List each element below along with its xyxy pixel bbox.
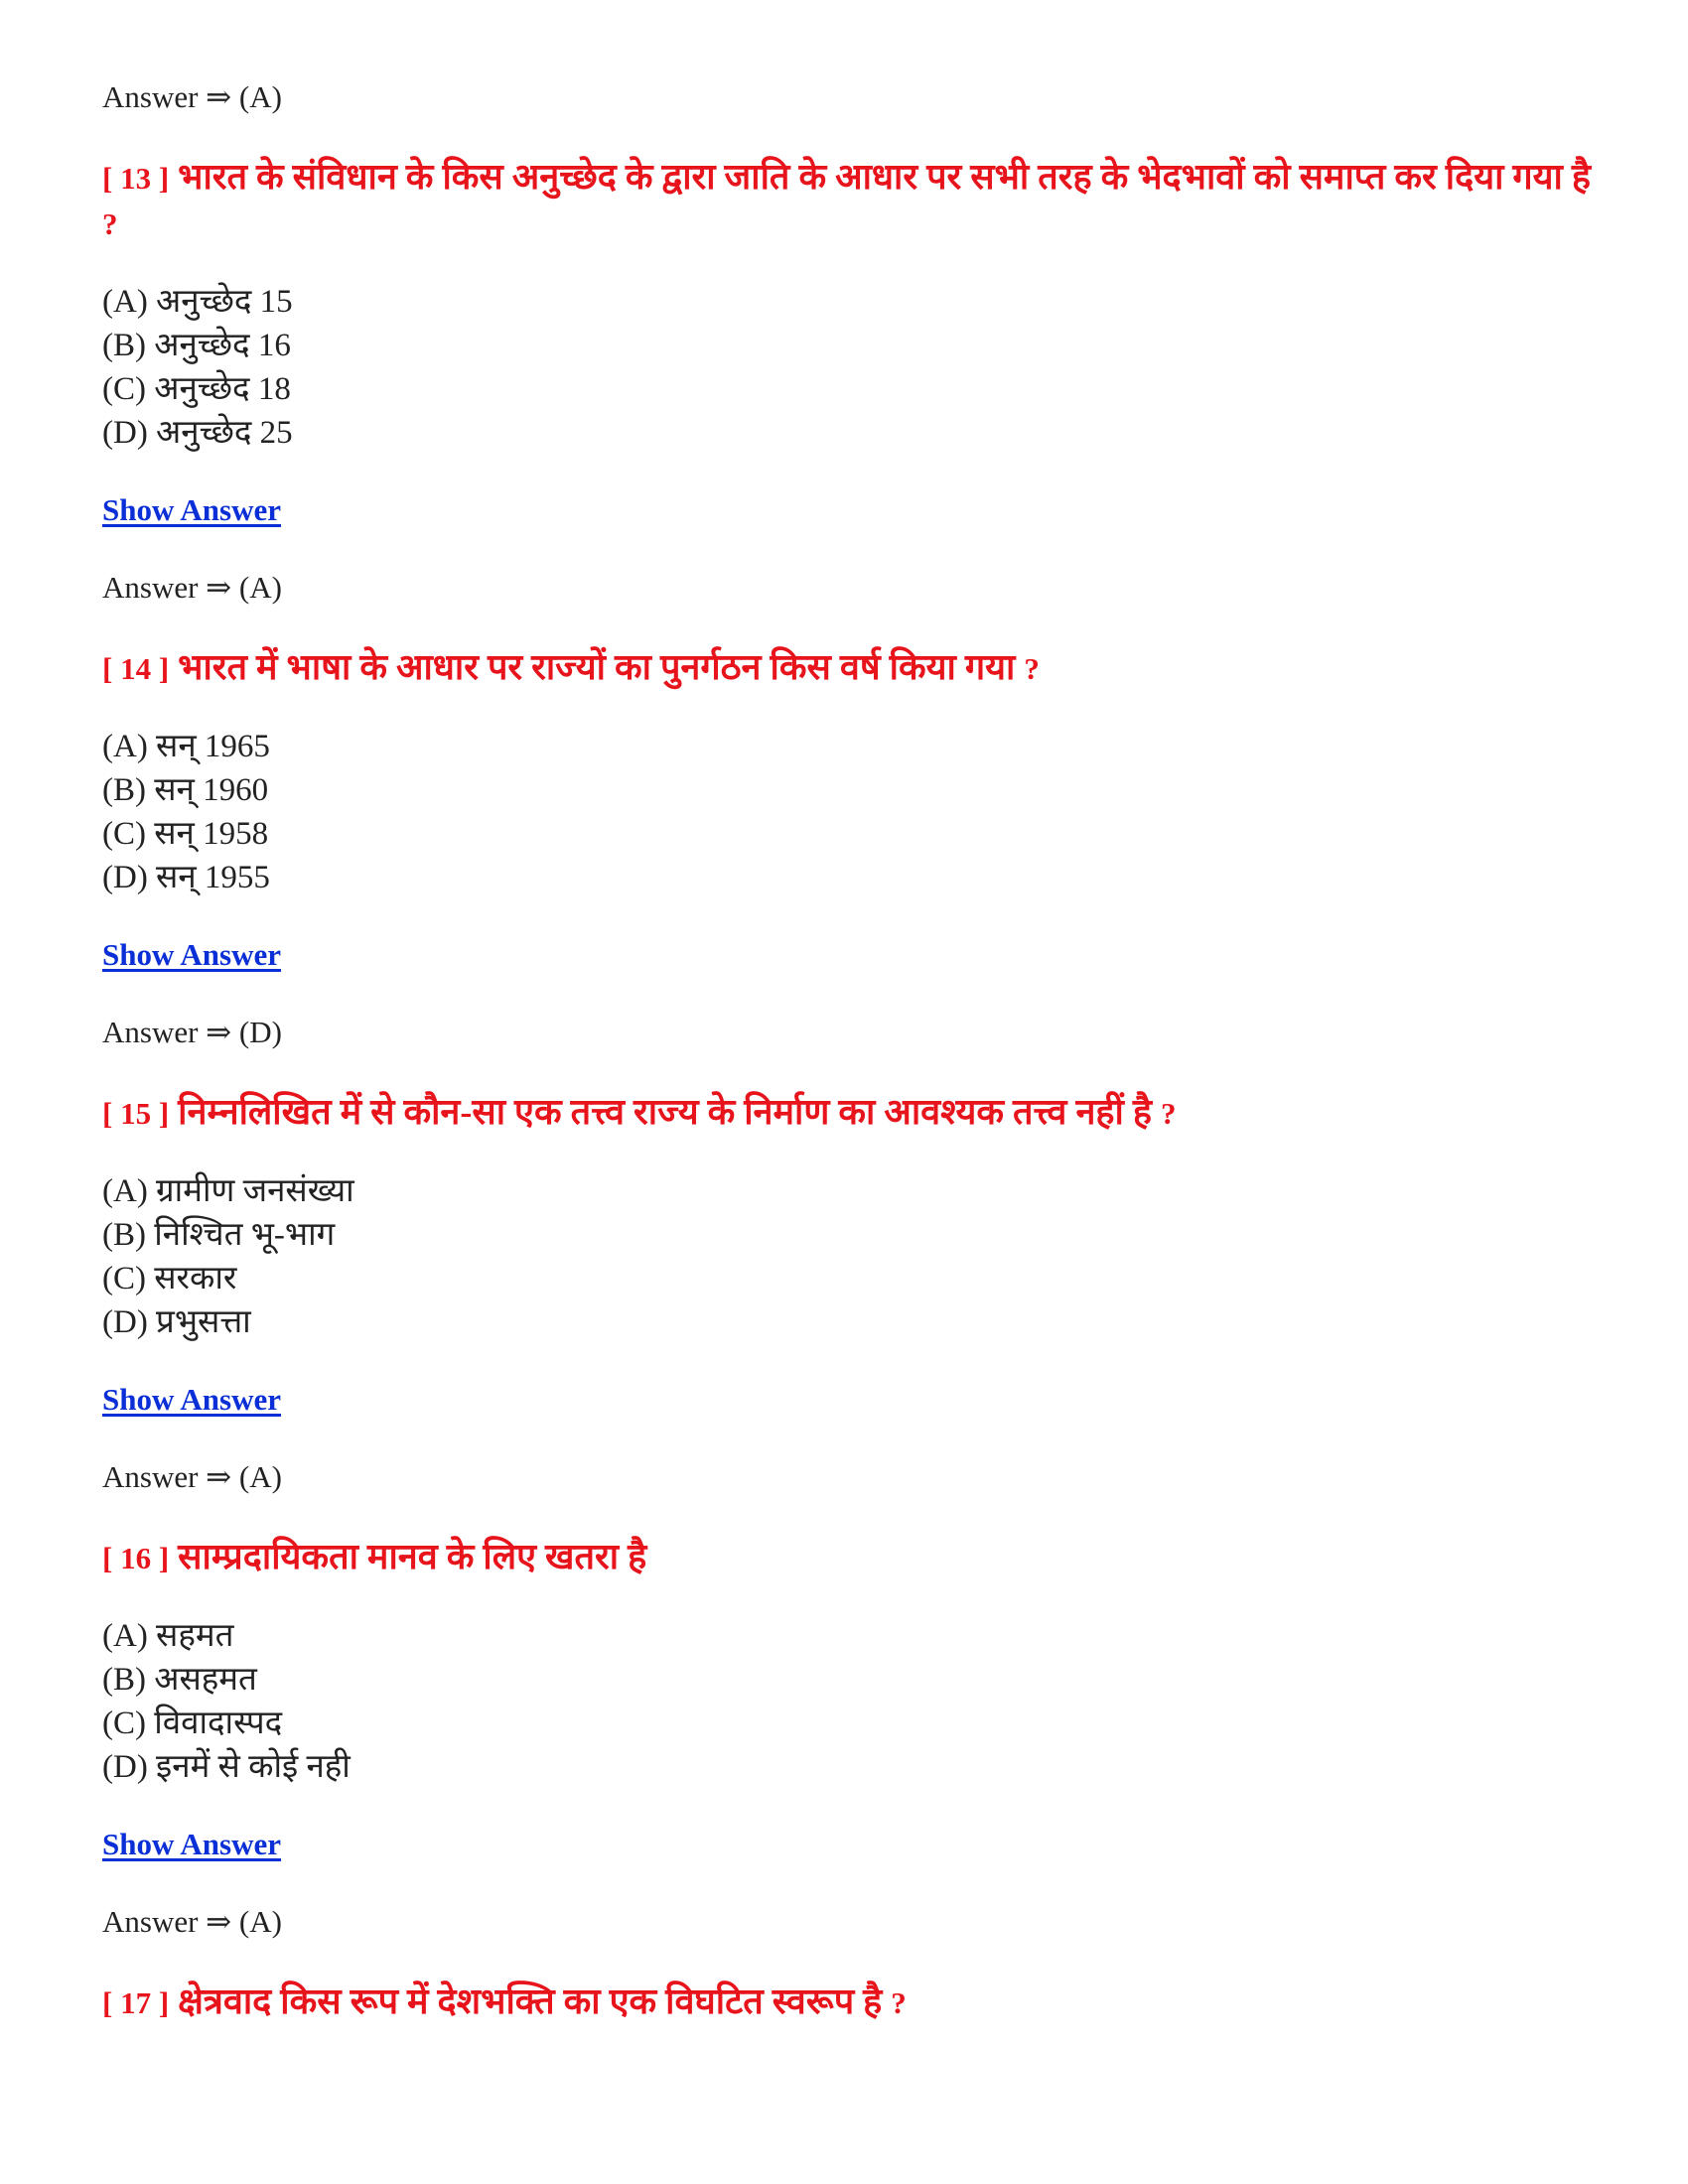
option-d: (D) सन् 1955	[102, 860, 270, 895]
show-answer-link[interactable]: Show Answer	[102, 1827, 282, 1861]
question-title	[102, 1535, 1592, 1580]
question-title	[102, 155, 1592, 246]
question-mark: ?	[1160, 1096, 1177, 1131]
option-c: (C) सन् 1958	[102, 816, 269, 852]
question-number: [ 15 ]	[102, 1096, 170, 1131]
option-a: (A) अनुच्छेद 15	[102, 284, 293, 320]
answer-text: Answer ⇒ (A)	[102, 1904, 282, 1939]
question-number: [ 14 ]	[102, 651, 170, 686]
question-title	[102, 645, 1592, 691]
show-answer-link[interactable]: Show Answer	[102, 492, 282, 527]
option-b: (B) अनुच्छेद 16	[102, 328, 291, 363]
question-block-14	[102, 645, 1592, 1054]
document-page	[102, 75, 1592, 2059]
option-a: (A) ग्रामीण जनसंख्या	[102, 1173, 354, 1209]
option-c: (C) अनुच्छेद 18	[102, 371, 291, 407]
question-text: निम्नलिखित में से कौन-सा एक तत्त्व राज्य के निर्माण का आवश्यक तत्त्व नहीं है	[178, 1092, 1152, 1132]
question-block-13	[102, 155, 1592, 610]
question-mark: ?	[102, 206, 118, 241]
question-number: [ 13 ]	[102, 161, 170, 196]
question-mark: ?	[1024, 651, 1040, 686]
question-title	[102, 1979, 1592, 2025]
option-a: (A) सन् 1965	[102, 729, 270, 764]
option-b: (B) असहमत	[102, 1662, 257, 1698]
question-text: साम्प्रदायिकता मानव के लिए खतरा है	[178, 1537, 647, 1576]
question-title	[102, 1090, 1592, 1136]
question-text: भारत के संविधान के किस अनुच्छेद के द्वारा जाति के आधार पर सभी तरह के भेदभावों को समाप्त कर दिया गया है	[178, 157, 1591, 197]
answer-text: Answer ⇒ (A)	[102, 1459, 282, 1494]
question-mark: ?	[891, 1985, 907, 2020]
option-b: (B) निश्चित भू-भाग	[102, 1217, 336, 1253]
question-block-17	[102, 1979, 1592, 2025]
option-d: (D) प्रभुसत्ता	[102, 1304, 251, 1340]
answer-text: Answer ⇒ (A)	[102, 570, 282, 605]
question-number: [ 16 ]	[102, 1541, 170, 1575]
option-list	[102, 1169, 1592, 1344]
show-answer-link[interactable]: Show Answer	[102, 937, 282, 972]
question-block-15	[102, 1090, 1592, 1499]
question-number: [ 17 ]	[102, 1985, 170, 2020]
show-answer-link[interactable]: Show Answer	[102, 1382, 282, 1417]
option-c: (C) विवादास्पद	[102, 1706, 283, 1741]
option-a: (A) सहमत	[102, 1618, 234, 1654]
option-list	[102, 1614, 1592, 1789]
option-list	[102, 280, 1592, 455]
question-text: भारत में भाषा के आधार पर राज्यों का पुनर्गठन किस वर्ष किया गया	[178, 647, 1016, 687]
answer-text: Answer ⇒ (D)	[102, 1015, 282, 1049]
answer-text: Answer ⇒ (A)	[102, 79, 282, 114]
question-text: क्षेत्रवाद किस रूप में देशभक्ति का एक विघटित स्वरूप है	[178, 1981, 883, 2021]
option-list	[102, 725, 1592, 899]
option-b: (B) सन् 1960	[102, 772, 269, 808]
option-d: (D) इनमें से कोई नही	[102, 1749, 351, 1785]
question-block-16	[102, 1535, 1592, 1944]
option-d: (D) अनुच्छेद 25	[102, 415, 293, 451]
option-c: (C) सरकार	[102, 1261, 237, 1297]
